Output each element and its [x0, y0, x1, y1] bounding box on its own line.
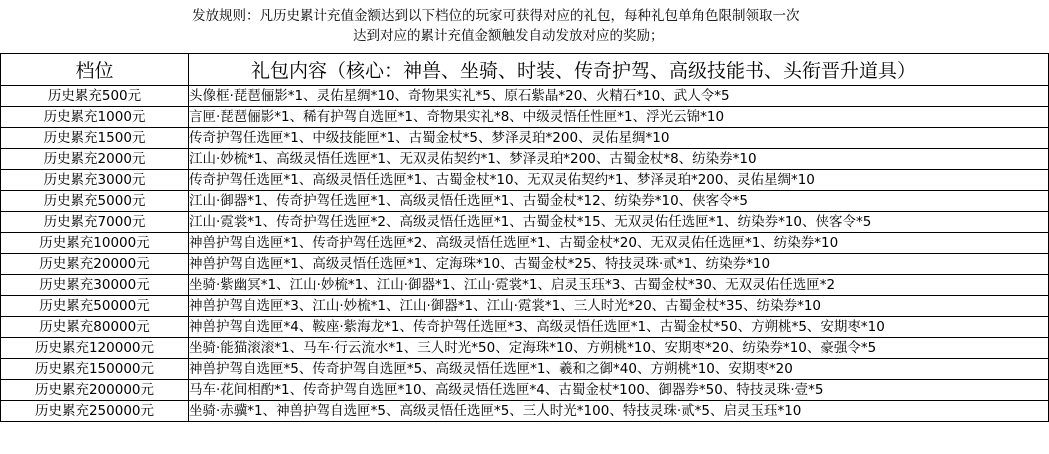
tier-cell[interactable]: 历史累充500元	[1, 86, 189, 107]
content-cell[interactable]: 神兽护驾自选匣*4、鞍座·紫海龙*1、传奇护驾任选匣*3、高级灵悟任选匣*1、古蜀金杖*50、方朔桃*5、安期枣*10	[189, 317, 1049, 338]
table-row	[1, 149, 1049, 170]
tier-cell[interactable]: 历史累充10000元	[1, 233, 189, 254]
table-row	[1, 296, 1049, 317]
table-row	[1, 212, 1049, 233]
table-row	[1, 170, 1049, 191]
tier-cell[interactable]: 历史累充7000元	[1, 212, 189, 233]
tier-cell[interactable]: 历史累充250000元	[1, 401, 189, 422]
tier-cell[interactable]: 历史累充120000元	[1, 338, 189, 359]
content-cell[interactable]: 神兽护驾自选匣*3、江山·妙梳*1、江山·御器*1、江山·霓裳*1、三人时光*20、古蜀金杖*35、纺染券*10	[189, 296, 1049, 317]
content-cell[interactable]: 江山·妙梳*1、高级灵悟任选匣*1、无双灵佑契约*1、梦泽灵珀*200、古蜀金杖*8、纺染券*10	[189, 149, 1049, 170]
table-row	[1, 338, 1049, 359]
content-cell[interactable]: 坐骑·紫幽冥*1、江山·妙梳*1、江山·御器*1、江山·霓裳*1、启灵玉珏*3、古蜀金杖*30、无双灵佑任选匣*2	[189, 275, 1049, 296]
table-row	[1, 317, 1049, 338]
content-cell[interactable]: 神兽护驾自选匣*5、传奇护驾自选匣*5、高级灵悟任选匣*1、羲和之御*40、方朔桃*10、安期枣*20	[189, 359, 1049, 380]
tier-cell[interactable]: 历史累充1500元	[1, 128, 189, 149]
content-cell[interactable]: 坐骑·赤骥*1、神兽护驾自选匣*5、高级灵悟任选匣*5、三人时光*100、特技灵珠·贰*5、启灵玉珏*10	[189, 401, 1049, 422]
tier-cell[interactable]: 历史累充200000元	[1, 380, 189, 401]
table-row	[1, 233, 1049, 254]
table-row	[1, 275, 1049, 296]
header-tier: 档位	[1, 54, 189, 86]
table-header-row	[1, 54, 1049, 86]
content-cell[interactable]: 坐骑·能猫滚滚*1、马车·行云流水*1、三人时光*50、定海珠*10、方朔桃*10、安期枣*20、纺染券*10、豪强令*5	[189, 338, 1049, 359]
content-cell[interactable]: 传奇护驾任选匣*1、中级技能匣*1、古蜀金杖*5、梦泽灵珀*200、灵佑星绸*10	[189, 128, 1049, 149]
tier-cell[interactable]: 历史累充2000元	[1, 149, 189, 170]
distribution-rules	[0, 0, 1049, 53]
tier-cell[interactable]: 历史累充1000元	[1, 107, 189, 128]
content-cell[interactable]: 头像框·琵琶俪影*1、灵佑星绸*10、奇物果实礼*5、原石紫晶*20、火精石*10、武人令*5	[189, 86, 1049, 107]
table-row	[1, 191, 1049, 212]
tier-cell[interactable]: 历史累充150000元	[1, 359, 189, 380]
table-row	[1, 128, 1049, 149]
content-cell[interactable]: 神兽护驾自选匣*1、传奇护驾任选匣*2、高级灵悟任选匣*1、古蜀金杖*20、无双灵佑任选匣*1、纺染券*10	[189, 233, 1049, 254]
content-cell[interactable]: 神兽护驾自选匣*1、高级灵悟任选匣*1、定海珠*10、古蜀金杖*25、特技灵珠·贰*1、纺染券*10	[189, 254, 1049, 275]
table-row	[1, 359, 1049, 380]
content-cell[interactable]: 传奇护驾任选匣*1、高级灵悟任选匣*1、古蜀金杖*10、无双灵佑契约*1、梦泽灵珀*200、灵佑星绸*10	[189, 170, 1049, 191]
table-row	[1, 107, 1049, 128]
tier-cell[interactable]: 历史累充50000元	[1, 296, 189, 317]
tier-cell[interactable]: 历史累充20000元	[1, 254, 189, 275]
content-cell[interactable]: 江山·霓裳*1、传奇护驾任选匣*2、高级灵悟任选匣*1、古蜀金杖*15、无双灵佑任选匣*1、纺染券*10、侠客令*5	[189, 212, 1049, 233]
tier-cell[interactable]: 历史累充80000元	[1, 317, 189, 338]
content-cell[interactable]: 马车·花间相酌*1、传奇护驾自选匣*10、高级灵悟任选匣*4、古蜀金杖*100、御器券*50、特技灵珠·壹*5	[189, 380, 1049, 401]
header-package-content: 礼包内容（核心：神兽、坐骑、时装、传奇护驾、高级技能书、头衔晋升道具）	[189, 54, 1049, 86]
reward-tier-table	[0, 53, 1049, 422]
tier-cell[interactable]: 历史累充3000元	[1, 170, 189, 191]
content-cell[interactable]: 言匣·琵琶俪影*1、稀有护驾自选匣*1、奇物果实礼*8、中级灵悟任性匣*1、浮光云锦*10	[189, 107, 1049, 128]
table-row	[1, 380, 1049, 401]
rules-line-1: 发放规则：凡历史累计充值金额达到以下档位的玩家可获得对应的礼包，每种礼包单角色限制领取一次	[192, 8, 800, 24]
table-row	[1, 254, 1049, 275]
tier-cell[interactable]: 历史累充30000元	[1, 275, 189, 296]
tier-cell[interactable]: 历史累充5000元	[1, 191, 189, 212]
content-cell[interactable]: 江山·御器*1、传奇护驾任选匣*1、高级灵悟任选匣*1、古蜀金杖*12、纺染券*10、侠客令*5	[189, 191, 1049, 212]
table-body	[1, 86, 1049, 422]
table-row	[1, 86, 1049, 107]
table-row	[1, 401, 1049, 422]
rules-line-2: 达到对应的累计充值金额触发自动发放对应的奖励；	[353, 28, 664, 44]
